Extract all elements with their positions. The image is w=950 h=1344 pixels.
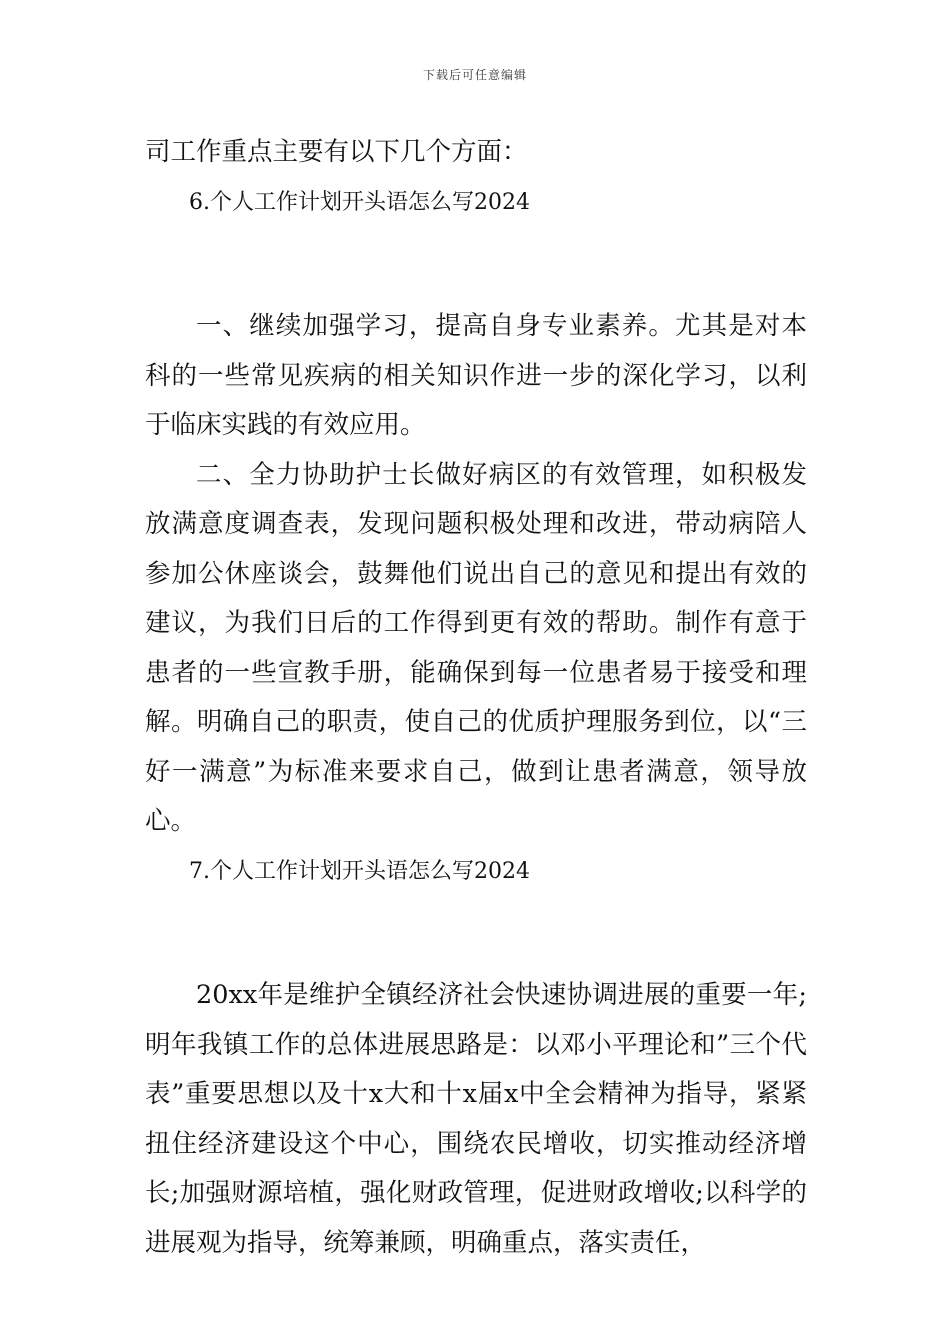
page-header-note: 下载后可任意编辑 <box>422 68 527 82</box>
document-body <box>145 128 807 1268</box>
paragraph-continuation: 司工作重点主要有以下几个方面： <box>145 137 528 167</box>
spacer <box>145 227 807 302</box>
spacer <box>145 896 807 971</box>
paragraph-study: 一、继续加强学习，提高自身专业素养。尤其是对本科的一些常见疾病的相关知识作进一步的深化学习，以利于临床实践的有效应用。 <box>145 311 807 440</box>
section-heading-7: 7.个人工作计划开头语怎么写2024 <box>189 858 530 884</box>
paragraph-management: 二、全力协助护士长做好病区的有效管理，如积极发放满意度调查表，发现问题积极处理和改进，带动病陪人参加公休座谈会，鼓舞他们说出自己的意见和提出有效的建议，为我们日后的工作得到更有效的帮助。制作有意于患者的一些宣教手册，能确保到每一位患者易于接受和理解。明确自己的职责，使自己的优质护理服务到位，以“三好一满意”为标准来要求自己，做到让患者满意，领导放心。 <box>145 459 807 836</box>
section-heading-6: 6.个人工作计划开头语怎么写2024 <box>189 189 530 215</box>
paragraph-town-plan: 20xx年是维护全镇经济社会快速协调进展的重要一年;明年我镇工作的总体进展思路是：以邓小平理论和”三个代表”重要思想以及十x大和十x届x中全会精神为指导，紧紧扭住经济建设这个中心，围绕农民增收，切实推动经济增长;加强财源培植，强化财政管理，促进财政增收;以科学的进展观为指导，统筹兼顾，明确重点，落实责任， <box>145 980 807 1258</box>
